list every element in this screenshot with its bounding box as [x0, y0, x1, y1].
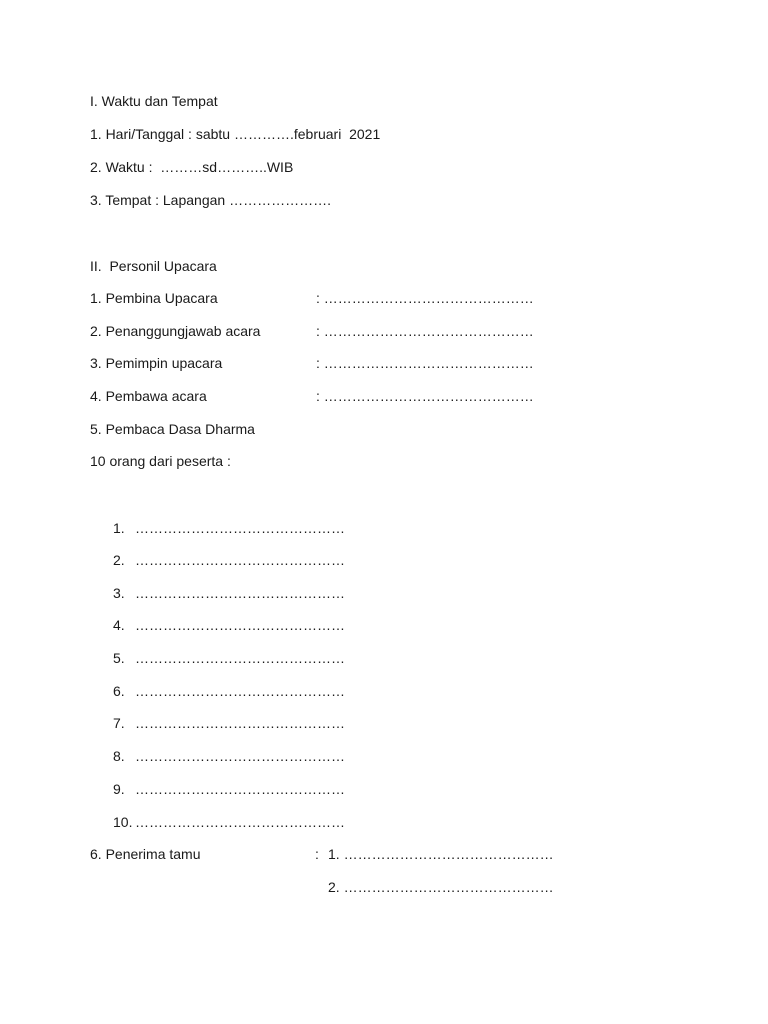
tempat-line: 3. Tempat : Lapangan …………………. [90, 192, 331, 208]
list-item-dots: ……………………………………… [135, 552, 345, 568]
list-item-dots: ……………………………………… [135, 520, 345, 536]
role-value: : ……………………………………… [316, 290, 534, 306]
list-item-dots: ……………………………………… [135, 781, 345, 797]
section-2-heading: II. Personil Upacara [90, 258, 217, 274]
penerima-entry: 2. ……………………………………… [328, 879, 554, 895]
list-item-dots: ……………………………………… [135, 683, 345, 699]
role-label: 4. Pembawa acara [90, 388, 207, 404]
list-item-dots: ……………………………………… [135, 715, 345, 731]
list-item-dots: ……………………………………… [135, 585, 345, 601]
list-item-number: 10. [113, 814, 133, 830]
list-item-number: 4. [113, 617, 125, 633]
list-item-dots: ……………………………………… [135, 814, 345, 830]
role-label: 1. Pembina Upacara [90, 290, 218, 306]
section-1-heading: I. Waktu dan Tempat [90, 93, 218, 109]
list-item-dots: ……………………………………… [135, 617, 345, 633]
penerima-tamu-label: 6. Penerima tamu [90, 846, 201, 862]
list-item-number: 5. [113, 650, 125, 666]
list-item-number: 6. [113, 683, 125, 699]
role-value: : ……………………………………… [316, 355, 534, 371]
list-item-dots: ……………………………………… [135, 748, 345, 764]
role-value: : ……………………………………… [316, 388, 534, 404]
role-value: : ……………………………………… [316, 323, 534, 339]
list-item-number: 3. [113, 585, 125, 601]
hari-tanggal-line: 1. Hari/Tanggal : sabtu ………….februari 2021 [90, 126, 381, 142]
penerima-tamu-colon: : [315, 846, 319, 862]
role-label: 3. Pemimpin upacara [90, 355, 223, 371]
list-item-number: 9. [113, 781, 125, 797]
list-item-number: 2. [113, 552, 125, 568]
penerima-entry: 1. ……………………………………… [328, 846, 554, 862]
list-item-number: 7. [113, 715, 125, 731]
role-label: 2. Penanggungjawab acara [90, 323, 261, 339]
peserta-note: 10 orang dari peserta : [90, 453, 231, 469]
list-item-dots: ……………………………………… [135, 650, 345, 666]
list-item-number: 8. [113, 748, 125, 764]
pembaca-dasa-dharma-line: 5. Pembaca Dasa Dharma [90, 421, 255, 437]
list-item-number: 1. [113, 520, 125, 536]
waktu-line: 2. Waktu : ………sd………..WIB [90, 159, 294, 175]
